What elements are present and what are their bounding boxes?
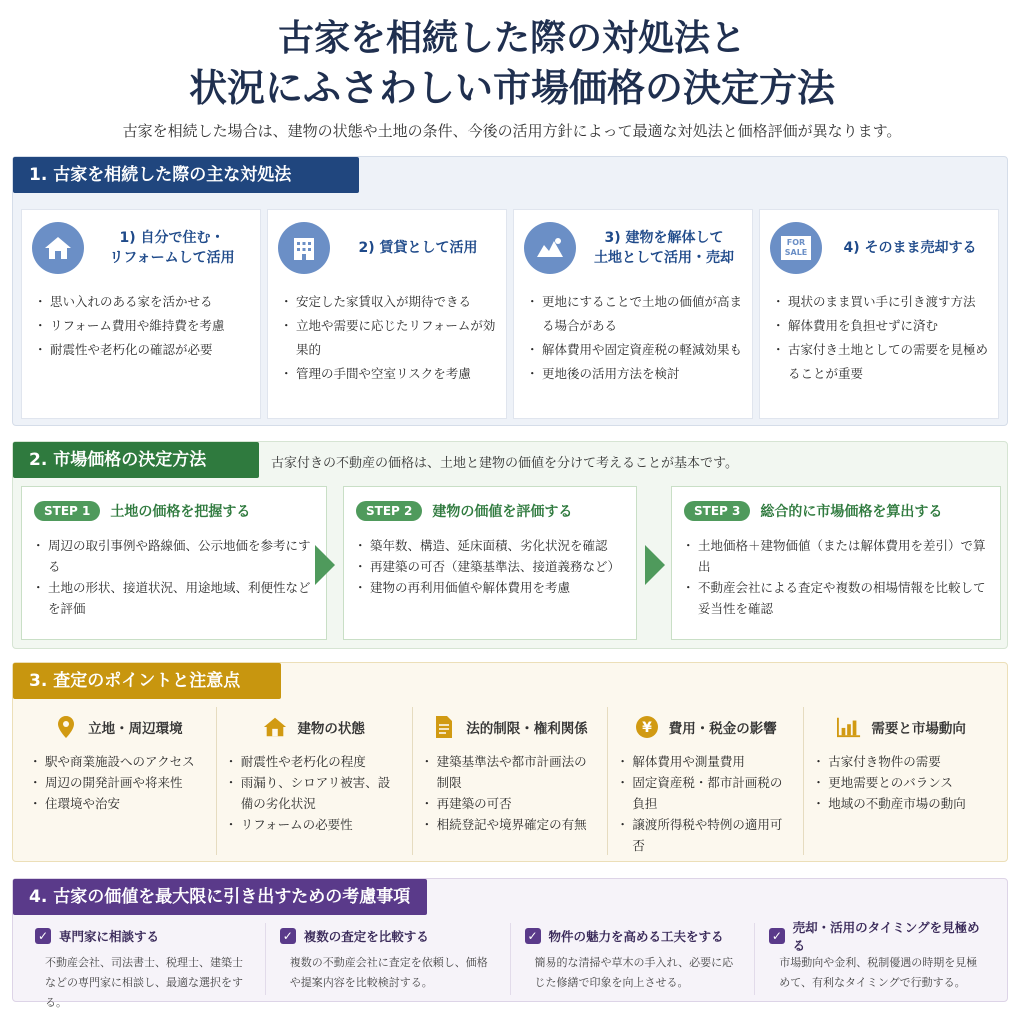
list-item: ・ 耐震性や老朽化の程度 xyxy=(227,751,402,772)
option-card-sell xyxy=(759,209,999,419)
section-2-description: 古家付きの不動産の価格は、土地と建物の価値を分けて考えることが基本です。 xyxy=(271,456,738,471)
point-title: 法的制限・権利関係 xyxy=(466,721,588,737)
page-title xyxy=(0,14,1024,114)
tip-title: 物件の魅力を高める工夫をする xyxy=(548,929,724,944)
arrow-right-icon xyxy=(315,545,335,585)
tip-text: 複数の不動産会社に査定を依頼し、価格や提案内容を比較検討する。 xyxy=(289,956,488,989)
list-item: ・ 更地にすることで土地の価値が高まる場合がある xyxy=(530,290,742,338)
tip-appeal xyxy=(511,923,756,995)
house-icon xyxy=(32,222,84,274)
consideration-tips xyxy=(21,920,999,1009)
list-item: ・ 更地需要とのバランス xyxy=(814,772,989,793)
list-item: ・ 再建築の可否 xyxy=(423,793,598,814)
list-item: ・ リフォーム費用や維持費を考慮 xyxy=(38,314,250,338)
list-item: ・ 土地の形状、接道状況、用途地域、利便性などを評価 xyxy=(34,577,314,619)
list-item: ・ 土地価格＋建物価値（または解体費用を差引）で算出 xyxy=(684,535,988,577)
point-title: 需要と市場動向 xyxy=(871,721,966,737)
list-item: ・ 築年数、構造、延床面積、劣化状況を確認 xyxy=(356,535,624,556)
tip-title: 専門家に相談する xyxy=(59,929,160,944)
list-item: ・ 再建築の可否（建築基準法、接道義務など） xyxy=(356,556,624,577)
checkmark-icon: ✓ xyxy=(280,928,296,944)
point-title: 建物の状態 xyxy=(297,721,365,737)
step-title: 総合的に市場価格を算出する xyxy=(760,504,943,520)
checkmark-icon: ✓ xyxy=(35,928,51,944)
list-item: ・ 思い入れのある家を活かせる xyxy=(38,290,250,314)
house-icon xyxy=(263,715,287,739)
title-line-1: 古家を相続した際の対処法と xyxy=(277,17,746,59)
tip-consult xyxy=(21,923,266,1009)
step-pill: STEP 3 xyxy=(684,501,750,521)
list-item: ・ 安定した家賃収入が期待できる xyxy=(284,290,496,314)
tip-timing xyxy=(755,920,999,995)
section-1-label: 1. 古家を相続した際の主な対処法 xyxy=(13,157,359,193)
option-title-line1: 2) 賃貸として活用 xyxy=(358,240,478,256)
list-item: ・ 地域の不動産市場の動向 xyxy=(814,793,989,814)
yen-icon xyxy=(635,715,659,739)
list-item: ・ 古家付き土地としての需要を見極めることが重要 xyxy=(776,338,988,386)
list-item: ・ 譲渡所得税や特例の適用可否 xyxy=(618,814,793,856)
location-pin-icon xyxy=(54,715,78,739)
tip-text: 簡易的な清掃や草木の手入れ、必要に応じた修繕で印象を向上させる。 xyxy=(534,956,734,989)
list-item: ・ リフォームの必要性 xyxy=(227,814,402,835)
option-cards xyxy=(21,209,999,419)
assessment-points xyxy=(21,707,999,855)
step-card-1 xyxy=(21,486,327,640)
section-considerations xyxy=(12,878,1008,1009)
bar-chart-icon xyxy=(837,715,861,739)
list-item: ・ 周辺の取引事例や路線価、公示地価を参考にする xyxy=(34,535,314,577)
tip-text: 市場動向や金利、税制優遇の時期を見極めて、有利なタイミングで行動する。 xyxy=(779,956,978,989)
section-4-label: 4. 古家の価値を最大限に引き出すための考慮事項 xyxy=(13,879,427,915)
step-card-2 xyxy=(343,486,637,640)
list-item: ・ 駅や商業施設へのアクセス xyxy=(31,751,206,772)
list-item: ・ 雨漏り、シロアリ被害、設備の劣化状況 xyxy=(227,772,402,814)
for-sale-sign-text: FOR SALE xyxy=(781,236,811,260)
svg-text:¥: ¥ xyxy=(641,720,652,736)
option-title-line2: 土地として活用・売却 xyxy=(594,250,734,266)
option-title-line1: 3) 建物を解体して xyxy=(604,230,724,246)
point-title: 費用・税金の影響 xyxy=(668,721,777,737)
list-item: ・ 立地や需要に応じたリフォームが効果的 xyxy=(284,314,496,362)
tip-title: 売却・活用のタイミングを見極める xyxy=(792,920,980,953)
checkmark-icon: ✓ xyxy=(525,928,541,944)
list-item: ・ 更地後の活用方法を検討 xyxy=(530,362,742,386)
list-item: ・ 解体費用や固定資産税の軽減効果も xyxy=(530,338,742,362)
list-item: ・ 不動産会社による査定や複数の相場情報を比較して妥当性を確認 xyxy=(684,577,988,619)
document-icon xyxy=(432,715,456,739)
list-item: ・ 周辺の開発計画や将来性 xyxy=(31,772,206,793)
tip-text: 不動産会社、司法書士、税理士、建築士などの専門家に相談し、最適な選択をする。 xyxy=(45,956,243,1009)
list-item: ・ 相続登記や境界確定の有無 xyxy=(423,814,598,835)
option-title-line2: リフォームして活用 xyxy=(109,250,235,266)
tip-compare xyxy=(266,923,511,995)
section-assessment-points xyxy=(12,662,1008,862)
option-title-line1: 1) 自分で住む・ xyxy=(119,230,225,246)
list-item: ・ 管理の手間や空室リスクを考慮 xyxy=(284,362,496,386)
tip-title: 複数の査定を比較する xyxy=(303,929,429,944)
list-item: ・ 建築基準法や都市計画法の制限 xyxy=(423,751,598,793)
step-pill: STEP 1 xyxy=(34,501,100,521)
list-item: ・ 建物の再利用価値や解体費用を考慮 xyxy=(356,577,624,598)
demolition-icon xyxy=(524,222,576,274)
checkmark-icon: ✓ xyxy=(769,928,784,944)
step-card-3 xyxy=(671,486,1001,640)
step-pill: STEP 2 xyxy=(356,501,422,521)
option-card-live xyxy=(21,209,261,419)
list-item: ・ 解体費用を負担せずに済む xyxy=(776,314,988,338)
title-line-2: 状況にふさわしい市場価格の決定方法 xyxy=(188,65,835,110)
point-location xyxy=(21,707,217,855)
point-building xyxy=(217,707,413,855)
section-3-label: 3. 査定のポイントと注意点 xyxy=(13,663,281,699)
option-card-demolish xyxy=(513,209,753,419)
point-legal xyxy=(413,707,609,855)
building-icon xyxy=(278,222,330,274)
point-title: 立地・周辺環境 xyxy=(88,721,183,737)
page-subtitle: 古家を相続した場合は、建物の状態や土地の条件、今後の活用方針によって最適な対処法と価格評価が異なります。 xyxy=(122,122,902,140)
section-2-label: 2. 市場価格の決定方法 xyxy=(13,442,259,478)
option-title-line1: 4) そのまま売却する xyxy=(843,240,977,256)
list-item: ・ 住環境や治安 xyxy=(31,793,206,814)
step-title: 土地の価格を把握する xyxy=(110,504,251,520)
point-costs xyxy=(608,707,804,855)
point-demand xyxy=(804,707,999,855)
step-title: 建物の価値を評価する xyxy=(432,504,573,520)
option-card-rent xyxy=(267,209,507,419)
section-options xyxy=(12,156,1008,426)
list-item: ・ 古家付き物件の需要 xyxy=(814,751,989,772)
list-item: ・ 解体費用や測量費用 xyxy=(618,751,793,772)
list-item: ・ 現状のまま買い手に引き渡す方法 xyxy=(776,290,988,314)
for-sale-sign-icon xyxy=(770,222,822,274)
list-item: ・ 固定資産税・都市計画税の負担 xyxy=(618,772,793,814)
section-pricing xyxy=(12,441,1008,649)
list-item: ・ 耐震性や老朽化の確認が必要 xyxy=(38,338,250,362)
arrow-right-icon xyxy=(645,545,665,585)
